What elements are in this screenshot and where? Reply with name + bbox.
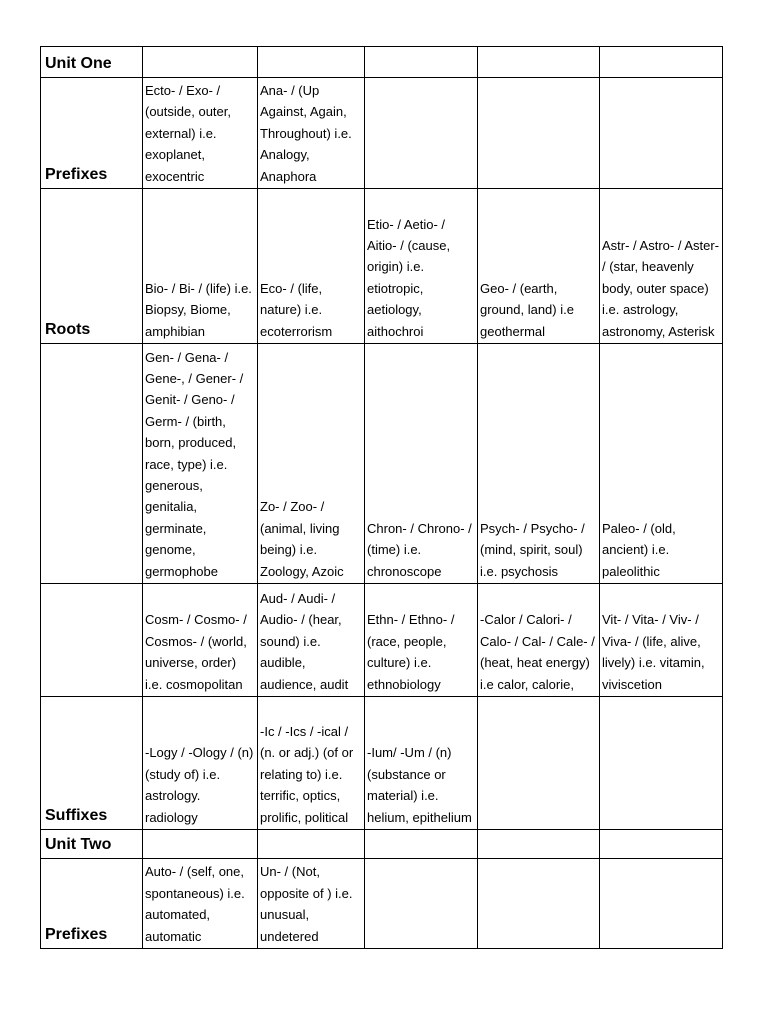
table-cell[interactable] xyxy=(478,830,600,859)
table-cell[interactable] xyxy=(365,47,478,78)
table-cell[interactable]: Auto- / (self, one, spontaneous) i.e. automated, automatic xyxy=(143,859,258,949)
table-body xyxy=(41,47,723,949)
table-cell[interactable] xyxy=(478,47,600,78)
section-label[interactable]: Prefixes xyxy=(41,859,143,949)
table-cell[interactable]: Chron- / Chrono- / (time) i.e. chronoscope xyxy=(365,344,478,584)
table-cell[interactable]: Geo- / (earth, ground, land) i.e geothermal xyxy=(478,189,600,344)
table-cell[interactable]: Eco- / (life, nature) i.e. ecoterrorism xyxy=(258,189,365,344)
table-cell[interactable] xyxy=(365,78,478,189)
table-row xyxy=(41,859,723,949)
table-cell[interactable] xyxy=(600,78,723,189)
table-row xyxy=(41,584,723,697)
table-cell[interactable]: Astr- / Astro- / Aster- / (star, heavenly body, outer space) i.e. astrology, astronomy, Asterisk xyxy=(600,189,723,344)
table-cell[interactable] xyxy=(478,697,600,830)
unit-header-row xyxy=(41,47,723,78)
vocabulary-table xyxy=(40,46,723,949)
table-row xyxy=(41,189,723,344)
section-label[interactable] xyxy=(41,584,143,697)
table-cell[interactable] xyxy=(478,859,600,949)
table-cell[interactable] xyxy=(258,830,365,859)
table-cell[interactable]: -Ic / -Ics / -ical / (n. or adj.) (of or relating to) i.e. terrific, optics, prolific, political xyxy=(258,697,365,830)
table-cell[interactable]: Aud- / Audi- / Audio- / (hear, sound) i.e. audible, audience, audit xyxy=(258,584,365,697)
table-cell[interactable] xyxy=(258,47,365,78)
table-cell[interactable]: Zo- / Zoo- / (animal, living being) i.e. Zoology, Azoic xyxy=(258,344,365,584)
table-cell[interactable]: Un- / (Not, opposite of ) i.e. unusual, undetered xyxy=(258,859,365,949)
table-cell[interactable] xyxy=(478,78,600,189)
table-cell[interactable]: Bio- / Bi- / (life) i.e. Biopsy, Biome, amphibian xyxy=(143,189,258,344)
unit-title[interactable]: Unit One xyxy=(41,47,143,78)
table-cell[interactable]: -Logy / -Ology / (n) (study of) i.e. astrology. radiology xyxy=(143,697,258,830)
table-cell[interactable] xyxy=(600,830,723,859)
section-label[interactable]: Roots xyxy=(41,189,143,344)
table-cell[interactable]: Ana- / (Up Against, Again, Throughout) i.e. Analogy, Anaphora xyxy=(258,78,365,189)
unit-header-row xyxy=(41,830,723,859)
table-row xyxy=(41,697,723,830)
section-label[interactable]: Prefixes xyxy=(41,78,143,189)
table-cell[interactable] xyxy=(600,859,723,949)
table-cell[interactable]: Etio- / Aetio- / Aitio- / (cause, origin) i.e. etiotropic, aetiology, aithochroi xyxy=(365,189,478,344)
table-cell[interactable]: Paleo- / (old, ancient) i.e. paleolithic xyxy=(600,344,723,584)
table-cell[interactable] xyxy=(365,859,478,949)
table-cell[interactable] xyxy=(600,697,723,830)
table-cell[interactable]: Ecto- / Exo- / (outside, outer, external) i.e. exoplanet, exocentric xyxy=(143,78,258,189)
table-cell[interactable]: Gen- / Gena- / Gene-, / Gener- / Genit- / Geno- / Germ- / (birth, born, produced, race, type) i.e. generous, genitalia, germinate, genome, germophobe xyxy=(143,344,258,584)
table-cell[interactable] xyxy=(600,47,723,78)
table-row xyxy=(41,78,723,189)
table-cell[interactable] xyxy=(143,47,258,78)
table-cell[interactable]: Vit- / Vita- / Viv- / Viva- / (life, alive, lively) i.e. vitamin, viviscetion xyxy=(600,584,723,697)
table-cell[interactable]: -Ium/ -Um / (n) (substance or material) i.e. helium, epithelium xyxy=(365,697,478,830)
unit-title[interactable]: Unit Two xyxy=(41,830,143,859)
section-label[interactable] xyxy=(41,344,143,584)
table-cell[interactable]: -Calor / Calori- / Calo- / Cal- / Cale- / (heat, heat energy) i.e calor, calorie, xyxy=(478,584,600,697)
table-cell[interactable] xyxy=(365,830,478,859)
table-cell[interactable]: Ethn- / Ethno- / (race, people, culture) i.e. ethnobiology xyxy=(365,584,478,697)
table-cell[interactable]: Cosm- / Cosmo- / Cosmos- / (world, universe, order) i.e. cosmopolitan xyxy=(143,584,258,697)
table-row xyxy=(41,344,723,584)
table-cell[interactable] xyxy=(143,830,258,859)
section-label[interactable]: Suffixes xyxy=(41,697,143,830)
table-cell[interactable]: Psych- / Psycho- / (mind, spirit, soul) i.e. psychosis xyxy=(478,344,600,584)
